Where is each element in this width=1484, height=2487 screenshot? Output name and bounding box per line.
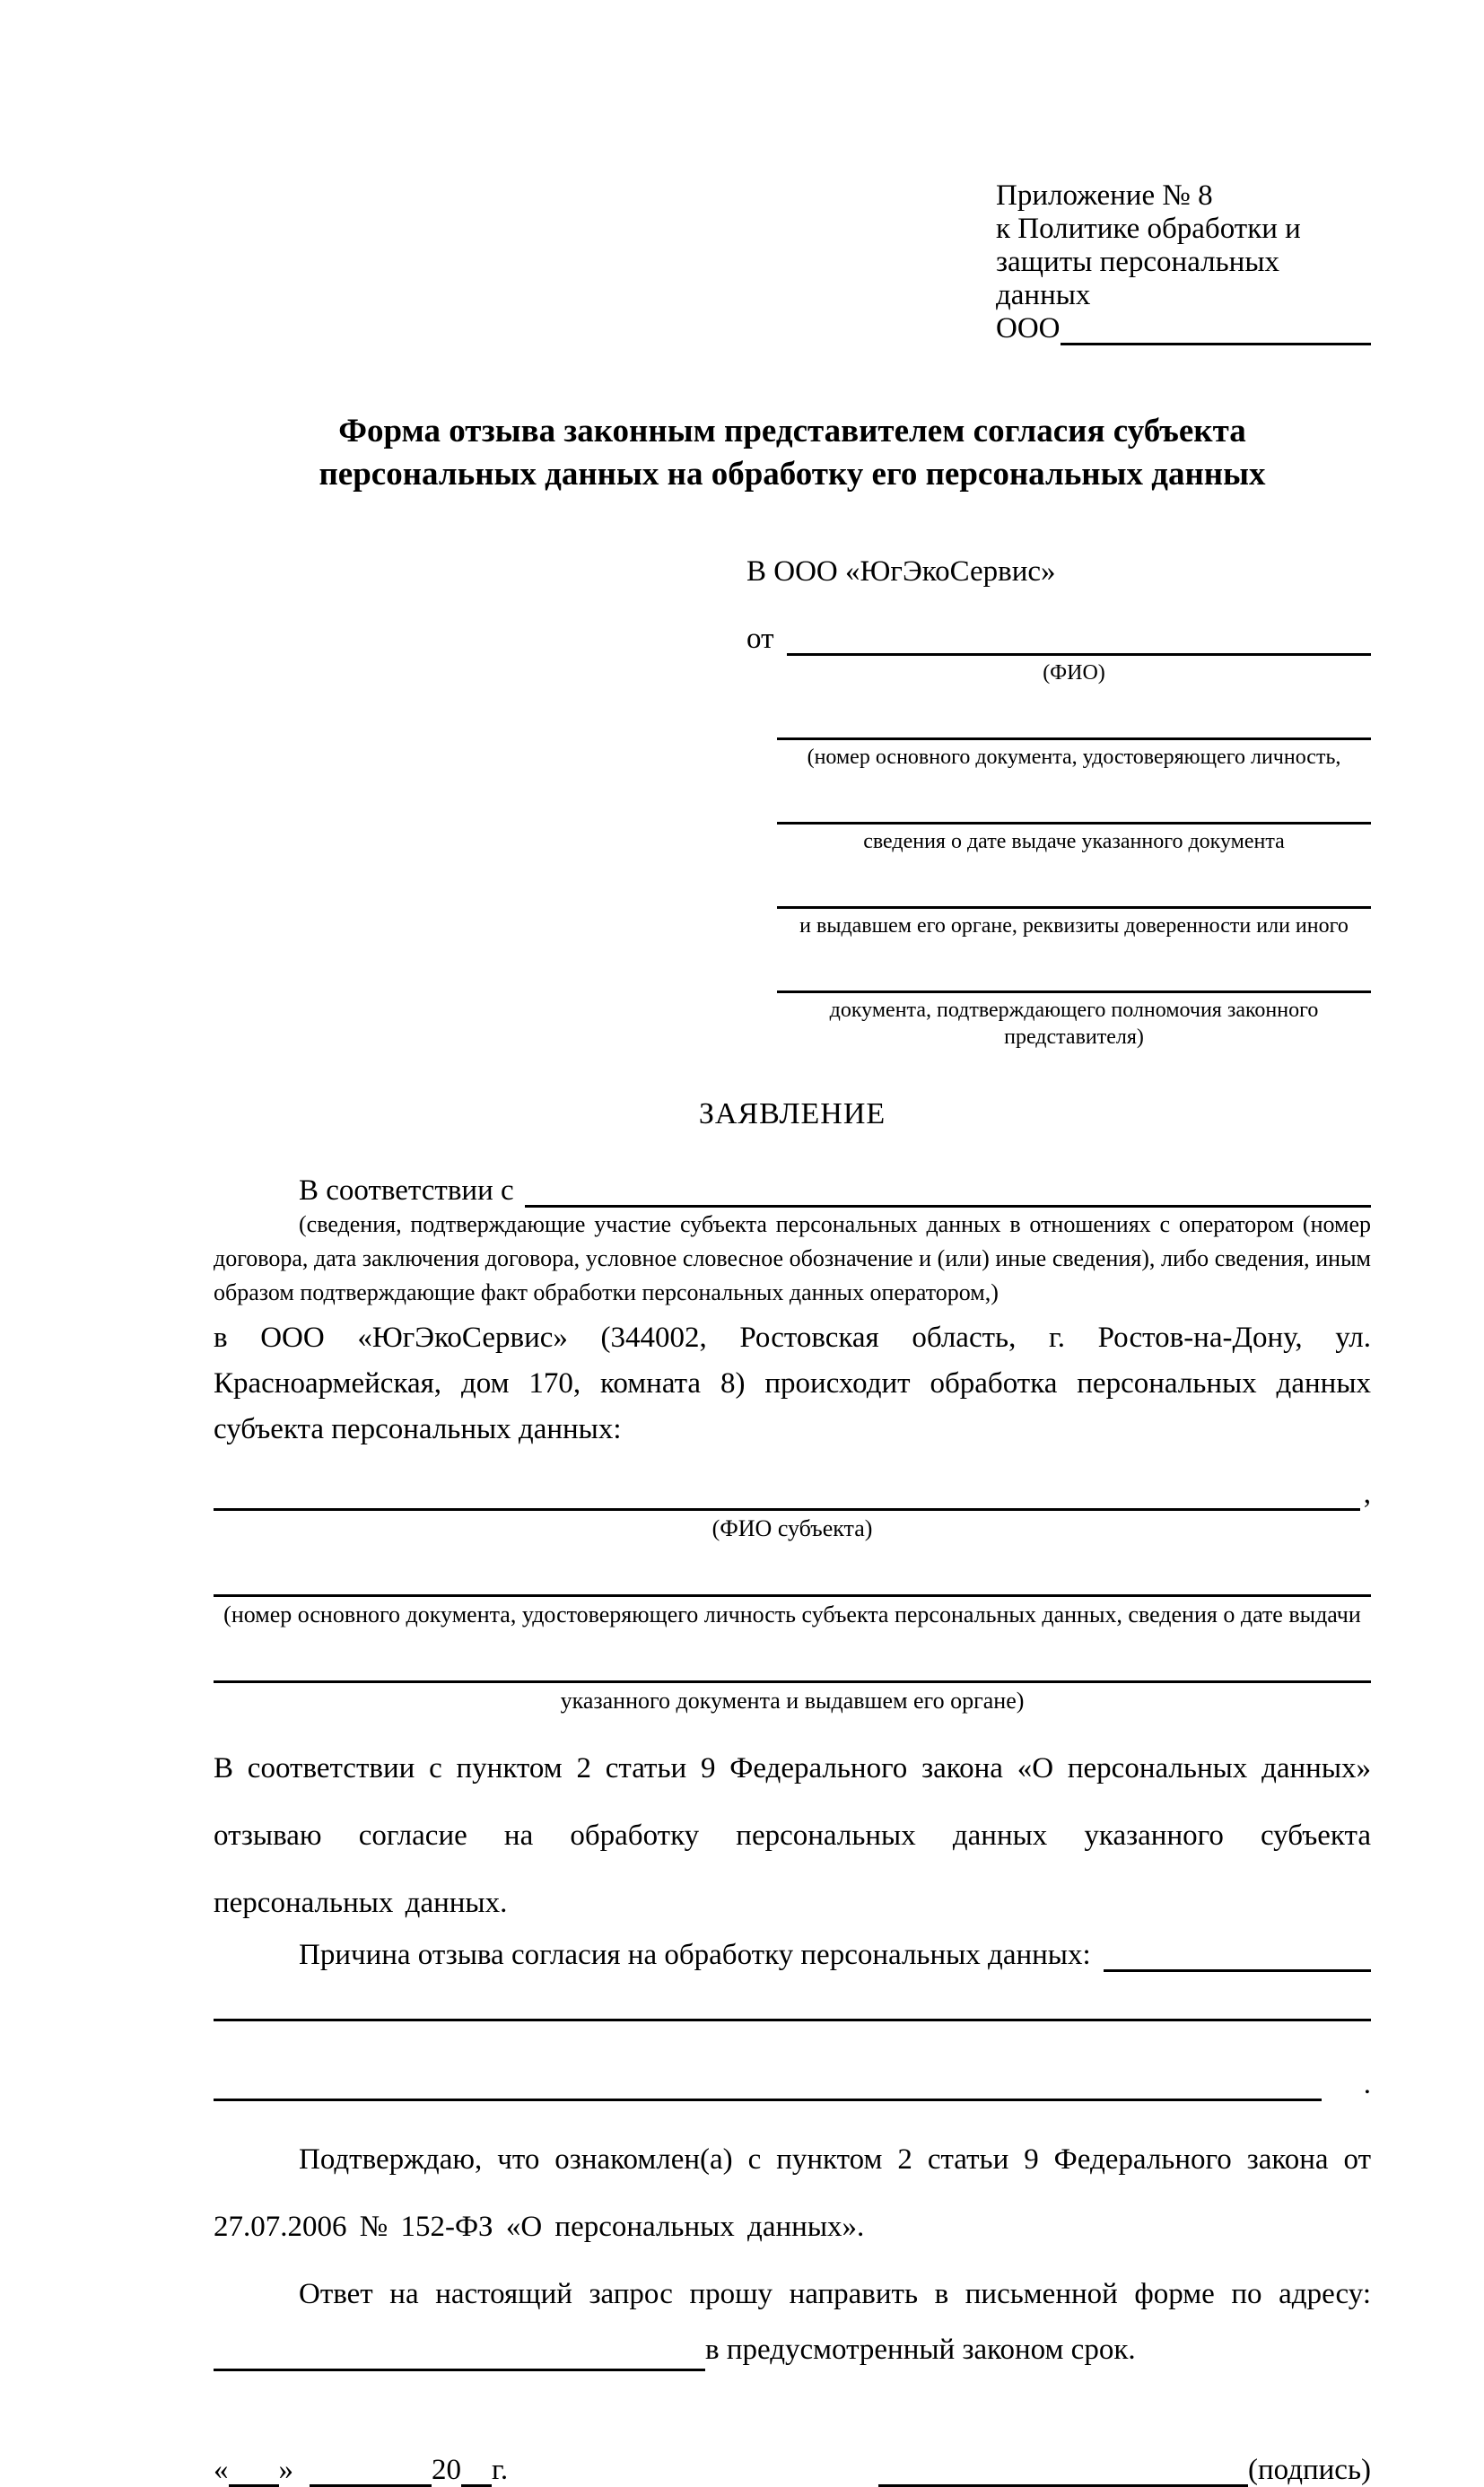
- reply-address-row: [214, 2328, 1371, 2371]
- addressee-block: [746, 555, 1371, 1051]
- reason-trailing-period: .: [1363, 2068, 1371, 2100]
- reason-blank-2: [214, 2099, 1322, 2101]
- reason-blank-short: [1104, 1969, 1371, 1972]
- company-name-blank: [1061, 343, 1372, 345]
- subject-fio-row: [214, 1478, 1371, 1511]
- from-label: от: [746, 623, 774, 655]
- company-prefix: ООО: [996, 312, 1061, 345]
- caption-fio: (ФИО): [1043, 661, 1105, 685]
- caption-doc-4: документа, подтверждающего полномочия законного представителя): [829, 999, 1319, 1049]
- annex-line-2: к Политике обработки и: [996, 213, 1301, 245]
- date-quote-close: »: [278, 2454, 293, 2486]
- doc-authority-blank: [777, 957, 1371, 993]
- reason-blank-line-2: [214, 2068, 1371, 2101]
- reason-blank-line-1: [214, 2019, 1371, 2021]
- doc-date-blank: [777, 789, 1371, 825]
- caption-doc-1: (номер основного документа, удостоверяющего личность,: [807, 746, 1341, 769]
- footer: [214, 2454, 1371, 2487]
- document-content: [214, 0, 1371, 2487]
- reply-suffix: в предусмотренный законом срок.: [705, 2334, 1136, 2366]
- annex-block: [996, 179, 1371, 345]
- reason-label: Причина отзыва согласия на обработку персональных данных:: [299, 1939, 1091, 1971]
- title-line-1: Форма отзыва законным представителем согласия субъекта: [338, 413, 1246, 449]
- withdrawal-paragraph: В соответствии с пунктом 2 статьи 9 Федерального закона «О персональных данных» отзываю согласие на обработку персональных данных указанного субъекта персональных данных.: [214, 1752, 1371, 1919]
- subject-doc-blank-1: [214, 1559, 1371, 1597]
- addressee-to: В ООО «ЮгЭкоСервис»: [746, 555, 1056, 588]
- doc-number-blank: [777, 704, 1371, 740]
- subject-doc-blank-2: [214, 1645, 1371, 1683]
- annex-line-3: защиты персональных данных: [996, 246, 1279, 311]
- annex-company-line: [996, 312, 1371, 345]
- caption-subject-fio: (ФИО субъекта): [711, 1515, 873, 1541]
- basis-row: [214, 1174, 1371, 1208]
- title-line-2: персональных данных на обработку его персональных данных: [319, 456, 1266, 493]
- operator-paragraph: в ООО «ЮгЭкоСервис» (344002, Ростовская область, г. Ростов-на-Дону, ул. Красноармейская, дом 170, комната 8) происходит обработка персональных данных субъекта персональных данных:: [214, 1322, 1371, 1445]
- confirm-paragraph: Подтверждаю, что ознакомлен(а) с пунктом 2 статьи 9 Федерального закона от 27.07.2006 № 152-ФЗ «О персональных данных».: [214, 2143, 1371, 2243]
- doc-issuer-blank: [777, 873, 1371, 909]
- basis-note: (сведения, подтверждающие участие субъекта персональных данных в отношениях с оператором (номер договора, дата заключения договора, условное словесное обозначение и (или) иные сведения), либо сведения, иным образом подтверждающие факт обработки персональных данных оператором,): [214, 1211, 1371, 1305]
- date-field: [214, 2454, 508, 2487]
- subject-trailing-comma: ,: [1363, 1478, 1371, 1510]
- year-suffix: г.: [492, 2454, 509, 2486]
- basis-prefix: В соответствии с: [299, 1174, 514, 1207]
- reason-row: [214, 1939, 1371, 1972]
- year-prefix: 20: [432, 2454, 461, 2486]
- reason-blank-1: [214, 2019, 1371, 2021]
- date-quote-open: «: [214, 2454, 229, 2486]
- statement-heading: ЗАЯВЛЕНИЕ: [698, 1097, 886, 1130]
- reply-address-blank: [214, 2369, 705, 2371]
- caption-doc-3: и выдавшем его органе, реквизиты доверенности или иного: [799, 914, 1349, 938]
- subject-fio-blank: [214, 1508, 1360, 1511]
- caption-subject-doc-2: указанного документа и выдавшем его органе): [560, 1688, 1025, 1714]
- signature-field: [878, 2454, 1371, 2487]
- from-name-blank: [787, 653, 1372, 656]
- reply-prefix: Ответ на настоящий запрос прошу направить в письменной форме по адресу:: [299, 2278, 1371, 2310]
- caption-subject-doc-1: (номер основного документа, удостоверяющего личность субъекта персональных данных, сведения о дате выдачи: [223, 1601, 1361, 1627]
- document-title: [214, 410, 1371, 496]
- annex-line-1: Приложение № 8: [996, 179, 1213, 212]
- caption-doc-2: сведения о дате выдаче указанного документа: [863, 830, 1285, 853]
- signature-caption: (подпись): [1248, 2454, 1371, 2486]
- addressee-from-row: [746, 623, 1371, 656]
